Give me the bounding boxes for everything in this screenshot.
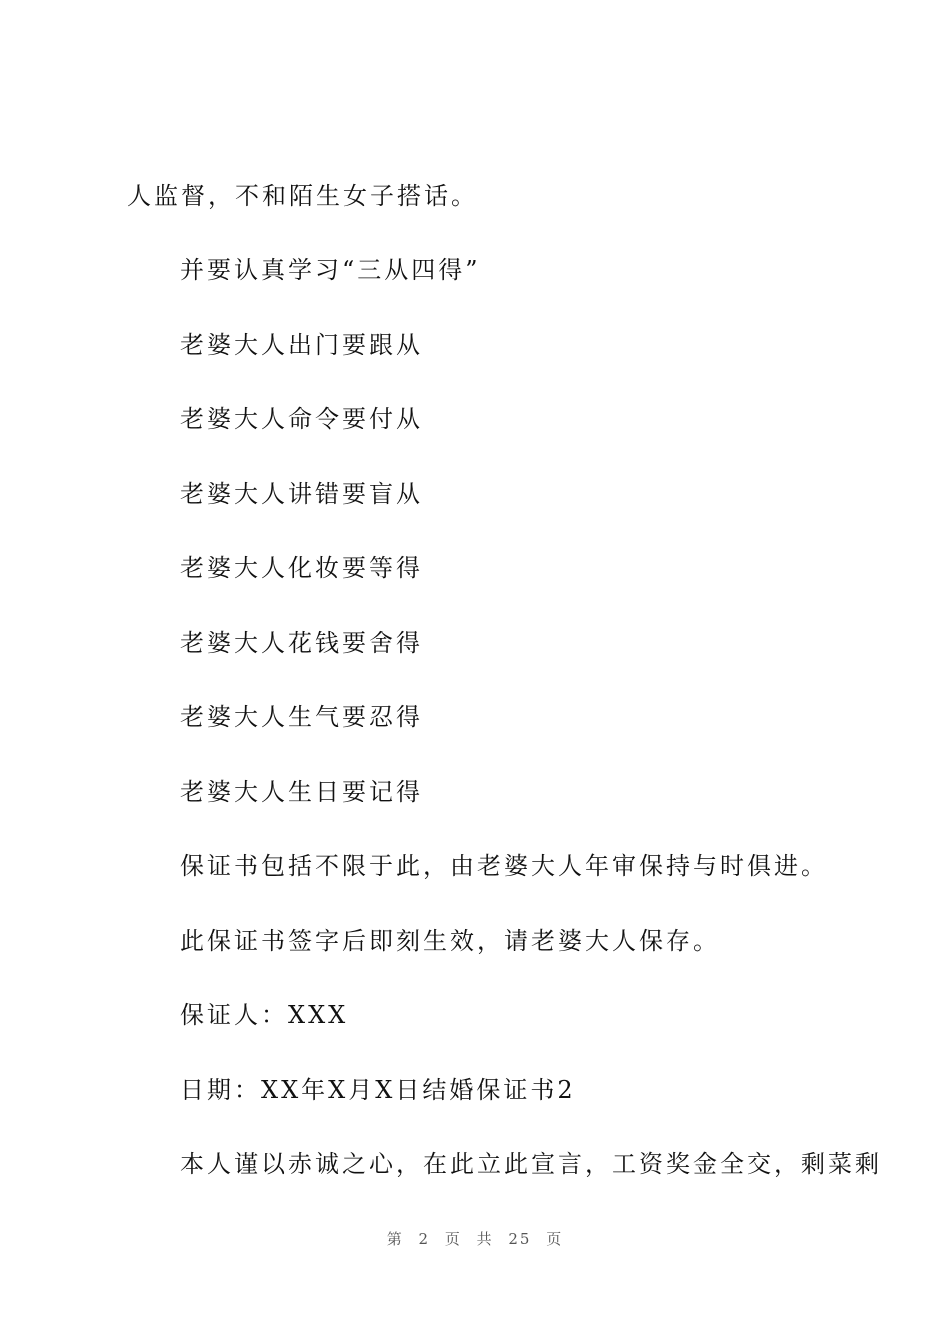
- date-line: 日期：XX年X月X日结婚保证书2: [180, 1076, 576, 1104]
- page-number-footer: 第 2 页 共 25 页: [386, 1230, 564, 1248]
- paragraph-line: 老婆大人命令要付从: [180, 405, 423, 433]
- paragraph-line: 老婆大人生气要忍得: [180, 703, 423, 731]
- paragraph-line: 本人谨以赤诚之心，在此立此宣言，工资奖金全交，剩菜剩: [180, 1150, 882, 1178]
- paragraph-line: 老婆大人化妆要等得: [180, 554, 423, 582]
- paragraph-line: 此保证书签字后即刻生效，请老婆大人保存。: [180, 927, 720, 955]
- paragraph-line: 并要认真学习“三从四得”: [180, 256, 481, 284]
- paragraph-line: 老婆大人出门要跟从: [180, 331, 423, 359]
- paragraph-line: 保证书包括不限于此，由老婆大人年审保持与时俱进。: [180, 852, 828, 880]
- paragraph-line: 老婆大人讲错要盲从: [180, 480, 423, 508]
- paragraph-line: 老婆大人生日要记得: [180, 778, 423, 806]
- paragraph-line: 老婆大人花钱要舍得: [180, 629, 423, 657]
- signature-line: 保证人：XXX: [180, 1001, 349, 1029]
- paragraph-line: 人监督，不和陌生女子搭话。: [127, 182, 478, 210]
